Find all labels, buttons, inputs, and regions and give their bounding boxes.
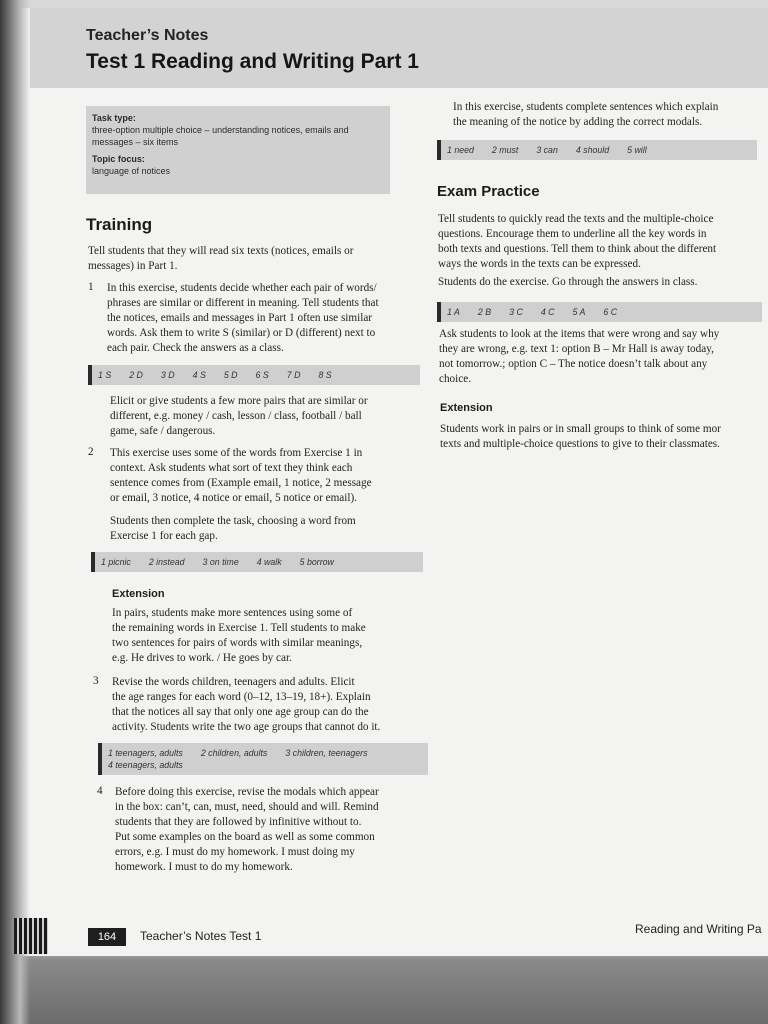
text-line: phrases are similar or different in meaning. Tell students that	[107, 297, 379, 309]
text-line: Tell students to quickly read the texts and the multiple-choice	[438, 213, 714, 225]
text-line: the age ranges for each word (0–12, 13–19, 18+). Explain	[112, 691, 371, 703]
text-line: Elicit or give students a few more pairs that are similar or	[110, 395, 368, 407]
item-3-text	[112, 675, 380, 735]
text-line: in the box: can’t, can, must, need, should and will. Remind	[115, 801, 379, 813]
answer: 1 teenagers, adults	[108, 748, 183, 758]
training-intro	[88, 244, 353, 274]
text-line: texts and multiple-choice questions to give to their classmates.	[440, 438, 720, 450]
text-line: In pairs, students make more sentences using some of	[112, 607, 353, 619]
text-line: or email, 3 notice, 4 notice or email, 5 notice or email).	[110, 492, 357, 504]
answer-key-5	[437, 302, 762, 322]
answer-key-3	[98, 743, 428, 775]
answer-key-4	[437, 140, 757, 160]
topic-focus-label: Topic focus:	[92, 154, 145, 164]
answer: 1 picnic	[101, 557, 131, 567]
page-number: 164	[88, 928, 126, 946]
header-band	[30, 8, 768, 88]
answer: 2 D	[129, 370, 143, 380]
header-kicker: Teacher’s Notes	[86, 27, 209, 44]
item-number: 1	[88, 281, 94, 293]
text-line: Revise the words children, teenagers and adults. Elicit	[112, 676, 355, 688]
elicit-text	[110, 394, 368, 439]
topic-focus-value: language of notices	[92, 166, 171, 176]
item-1-text	[107, 281, 379, 356]
text-line: Put some examples on the board as well as some common	[115, 831, 375, 843]
answer: 1 S	[98, 370, 112, 380]
extension-heading: Extension	[112, 588, 165, 600]
answer: 4 C	[540, 307, 555, 317]
footer-label-left: Teacher’s Notes Test 1	[140, 929, 262, 943]
answer: 6 S	[255, 370, 269, 380]
answer: 3 can	[536, 145, 558, 155]
item-2b-text	[110, 514, 356, 544]
answer: 5 A	[572, 307, 586, 317]
text-line: In this exercise, students complete sentences which explain	[453, 101, 719, 113]
answer: 3 children, teenagers	[285, 748, 368, 758]
answer: 7 D	[286, 370, 301, 380]
text-line: students that they are followed by infinitive without to.	[115, 816, 362, 828]
extension-text	[440, 422, 721, 452]
text-line: e.g. He drives to work. / He goes by car.	[112, 652, 292, 664]
text-line: messages) in Part 1.	[88, 260, 178, 272]
text-line: the meaning of the notice by adding the correct modals.	[453, 116, 703, 128]
text-line: choice.	[439, 373, 471, 385]
text-line: This exercise uses some of the words from Exercise 1 in	[110, 447, 363, 459]
text-line: Exercise 1 for each gap.	[110, 530, 218, 542]
text-line: Ask students to look at the items that were wrong and say why	[439, 328, 720, 340]
answer: 4 teenagers, adults	[108, 760, 183, 770]
exam-practice-heading: Exam Practice	[437, 183, 540, 200]
text-line: that the notices all say that only one age group can do the	[112, 706, 369, 718]
ask-text	[439, 327, 719, 387]
task-type-label: Task type:	[92, 113, 136, 123]
answer: 1 need	[447, 145, 474, 155]
right-intro	[453, 100, 718, 130]
text-line: words. Ask them to write S (similar) or D (different) next to	[107, 327, 376, 339]
text-line: errors, e.g. I must do my homework. I must doing my	[115, 846, 355, 858]
answer: 3 D	[160, 370, 175, 380]
item-4-text	[115, 785, 379, 875]
extension-heading: Extension	[440, 402, 493, 414]
binding-shadow	[0, 0, 30, 1024]
page-title: Test 1 Reading and Writing Part 1	[86, 50, 419, 73]
text-line: In this exercise, students decide whether each pair of words/	[107, 282, 377, 294]
answer-key-2	[91, 552, 423, 572]
text-line: Students then complete the task, choosing a word from	[110, 515, 356, 527]
answer: 3 on time	[202, 557, 239, 567]
extension-text	[112, 606, 366, 666]
answer: 2 B	[477, 307, 492, 317]
item-number: 2	[88, 446, 94, 458]
text-line: game, safe / dangerous.	[110, 425, 216, 437]
text-line: activity. Students write the two age groups that cannot do it.	[112, 721, 381, 733]
answer: 6 C	[603, 307, 618, 317]
exam-practice-text	[438, 212, 716, 272]
text-line: two sentences for pairs of words with similar meanings,	[112, 637, 363, 649]
answer: 5 borrow	[299, 557, 334, 567]
training-heading: Training	[86, 215, 153, 234]
item-number: 3	[93, 675, 99, 687]
answer: 2 instead	[148, 557, 185, 567]
text-line: the notices, emails and messages in Part 1 often use similar	[107, 312, 373, 324]
answer: 4 S	[192, 370, 206, 380]
text-line: both texts and questions. Tell them to think about the different	[438, 243, 717, 255]
answer: 2 children, adults	[200, 748, 268, 758]
answer: 4 should	[575, 145, 610, 155]
text-line: different, e.g. money / cash, lesson / class, football / ball	[110, 410, 362, 422]
text-line: Tell students that they will read six texts (notices, emails or	[88, 245, 354, 257]
footer-label-right: Reading and Writing Pa	[635, 922, 762, 936]
text-line: sentence comes from (Example email, 1 notice, 2 message	[110, 477, 372, 489]
answer: 3 C	[509, 307, 523, 317]
answer: 5 D	[223, 370, 238, 380]
text-line: Before doing this exercise, revise the modals which appear	[115, 786, 379, 798]
text-line: each pair. Check the answers as a class.	[107, 342, 284, 354]
answer: 4 walk	[256, 557, 282, 567]
text-line: ways the words in the texts can be expressed.	[438, 258, 641, 270]
task-type-box	[86, 106, 390, 194]
exam-practice-text-2: Students do the exercise. Go through the answers in class.	[438, 276, 698, 288]
item-number: 4	[97, 785, 103, 797]
answer: 1 A	[447, 307, 460, 317]
text-line: context. Ask students what sort of text they think each	[110, 462, 353, 474]
item-2-text	[110, 446, 372, 506]
text-line: not tomorrow.; option C – The notice doesn’t talk about any	[439, 358, 708, 370]
task-type-value-1: three-option multiple choice – understanding notices, emails and	[92, 125, 349, 135]
answer: 2 must	[491, 145, 519, 155]
text-line: Students work in pairs or in small groups to think of some mor	[440, 423, 721, 435]
text-line: the remaining words in Exercise 1. Tell students to make	[112, 622, 366, 634]
text-line: they are wrong, e.g. text 1: option B – Mr Hall is away today,	[439, 343, 714, 355]
text-line: questions. Encourage them to underline all the key words in	[438, 228, 707, 240]
text-line: homework. I must to do my homework.	[115, 861, 293, 873]
answer: 8 S	[318, 370, 332, 380]
answer-key-1	[88, 365, 420, 385]
scan-spine-mark	[14, 918, 48, 954]
task-type-value-2: messages – six items	[92, 137, 179, 147]
answer: 5 will	[627, 145, 647, 155]
